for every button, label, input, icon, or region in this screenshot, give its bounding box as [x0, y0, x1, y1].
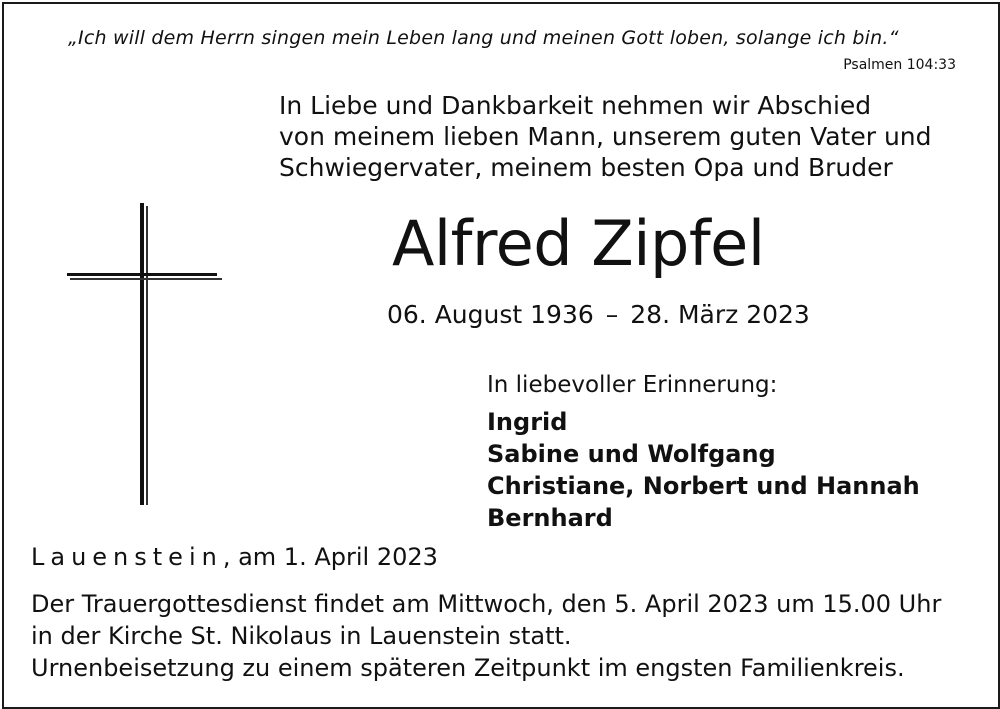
- life-dates: [387, 300, 810, 329]
- place-date: [31, 543, 438, 571]
- service-info: [31, 588, 941, 684]
- intro-line: Schwiegervater, meinem besten Opa und Bruder: [279, 153, 893, 182]
- mourner-list: [487, 406, 920, 534]
- mourner-name: Christiane, Norbert und Hannah: [487, 472, 920, 500]
- service-line: Der Trauergottesdienst findet am Mittwoch, den 5. April 2023 um 15.00 Uhr: [31, 590, 942, 618]
- farewell-intro: [279, 90, 932, 183]
- mourner-name: Ingrid: [487, 408, 568, 436]
- intro-line: von meinem lieben Mann, unserem guten Vater und: [279, 122, 932, 151]
- cross-icon: [0, 0, 240, 520]
- mourner-name: Bernhard: [487, 504, 613, 532]
- death-date: 28. März 2023: [630, 300, 810, 329]
- place-name: Lauenstein: [31, 543, 223, 571]
- notice-date: , am 1. April 2023: [222, 543, 438, 571]
- date-dash: –: [605, 300, 619, 329]
- quote-source: Psalmen 104:33: [843, 57, 956, 73]
- birth-date: 06. August 1936: [387, 300, 594, 329]
- deceased-name: Alfred Zipfel: [392, 207, 765, 280]
- memory-heading: In liebevoller Erinnerung:: [487, 372, 778, 398]
- service-line: Urnenbeisetzung zu einem späteren Zeitpunkt im engsten Familienkreis.: [31, 654, 905, 682]
- bible-quote: „Ich will dem Herrn singen mein Leben lang und meinen Gott loben, solange ich bin.“: [68, 27, 899, 49]
- intro-line: In Liebe und Dankbarkeit nehmen wir Abschied: [279, 91, 872, 120]
- service-line: in der Kirche St. Nikolaus in Lauenstein statt.: [31, 622, 572, 650]
- mourner-name: Sabine und Wolfgang: [487, 440, 776, 468]
